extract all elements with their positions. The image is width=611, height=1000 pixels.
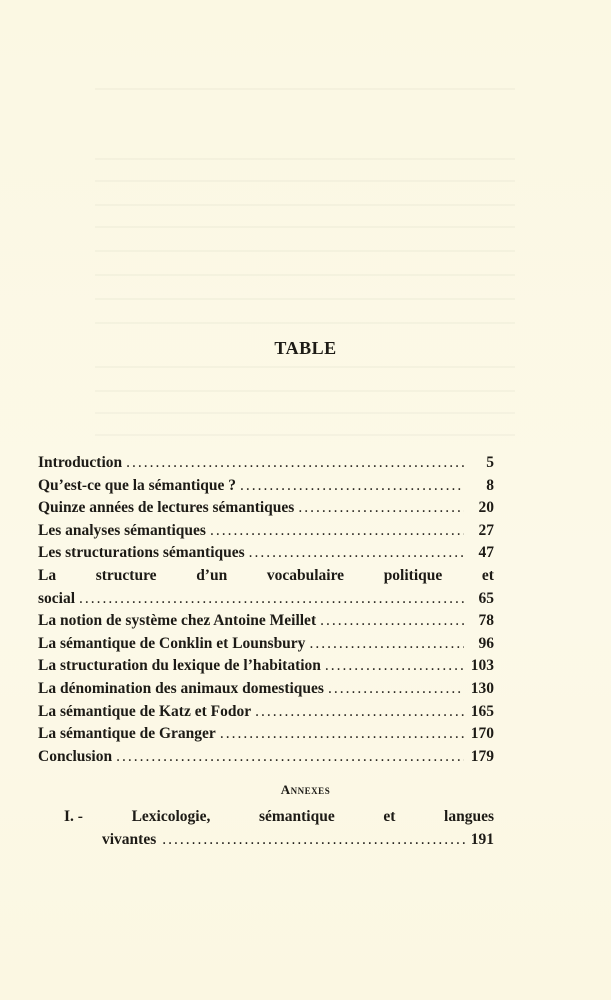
toc-entry [38,452,494,475]
toc-word: et [481,566,494,584]
dot-leader [249,542,464,565]
annex-word: I. - [64,808,83,825]
toc-page-number: 103 [470,657,494,675]
toc-page-number: 8 [486,476,494,494]
toc-page-number: 179 [470,747,494,765]
dot-leader [79,588,464,611]
annex-word: sémantique [258,808,335,825]
toc-label: Introduction [38,454,123,471]
page-title: TABLE [274,338,337,358]
annex-label-line-1 [64,806,494,829]
dot-leader [325,655,464,678]
table-of-contents [38,452,494,768]
toc-label: social [38,589,76,607]
dot-leader [320,610,464,633]
dot-leader [162,829,465,852]
toc-entry [38,746,494,769]
toc-page-number: 96 [478,634,494,652]
dot-leader [210,520,464,543]
dot-leader [328,678,464,701]
toc-label: Les structurations sémantiques [38,544,245,562]
toc-label: La sémantique de Katz et Fodor [38,702,252,720]
toc-entry [38,565,494,610]
toc-entry [38,475,494,498]
toc-entry [38,497,494,520]
dot-leader [220,723,464,746]
annex-word: langues [444,808,494,825]
toc-page-number: 170 [470,725,494,743]
toc-page-number: 47 [478,544,494,562]
dot-leader [255,701,464,724]
dot-leader [240,475,464,498]
toc-entry [38,701,494,724]
annexes-list [64,806,494,851]
toc-word: structure [95,566,157,584]
toc-page-number: 20 [478,499,494,517]
toc-label: Les analyses sémantiques [38,521,206,539]
toc-label: Quinze années de lectures sémantiques [38,499,295,517]
toc-label: La sémantique de Conklin et Lounsbury [38,634,306,652]
toc-page-number: 65 [478,589,494,607]
annex-word: et [383,808,396,825]
toc-entry [38,610,494,633]
toc-label: La structuration du lexique de l’habitation [38,657,321,675]
toc-entry [38,633,494,656]
dot-leader [116,746,464,769]
dot-leader [298,497,464,520]
toc-label: Qu’est-ce que la sémantique ? [38,476,237,494]
toc-entry [38,678,494,701]
dot-leader [126,452,464,475]
toc-label: La dénomination des animaux domestiques [38,679,324,697]
toc-word: vocabulaire [266,566,345,584]
toc-entry [38,520,494,543]
toc-entry [38,655,494,678]
toc-page-number: 130 [470,679,494,697]
toc-page-number: 5 [486,454,494,471]
toc-label-line-1 [38,565,494,588]
toc-entry [38,542,494,565]
toc-word: politique [383,566,443,584]
toc-page-number: 27 [478,521,494,539]
annex-label: vivantes [102,830,157,848]
annex-word: Lexicologie, [131,808,211,825]
annex-label-line-2 [64,829,494,852]
toc-label-line-2 [38,588,494,611]
toc-entry [38,723,494,746]
toc-word: d’un [196,566,228,584]
toc-label: Conclusion [38,747,113,765]
toc-label: La sémantique de Granger [38,725,216,743]
toc-page-number: 165 [470,702,494,720]
annexes-heading: Annexes [280,782,331,797]
toc-page-number: 78 [478,612,494,630]
dot-leader [309,633,464,656]
toc-word: La [38,566,57,584]
annex-page-number: 191 [470,830,494,848]
toc-label: La notion de système chez Antoine Meillet [38,612,317,630]
